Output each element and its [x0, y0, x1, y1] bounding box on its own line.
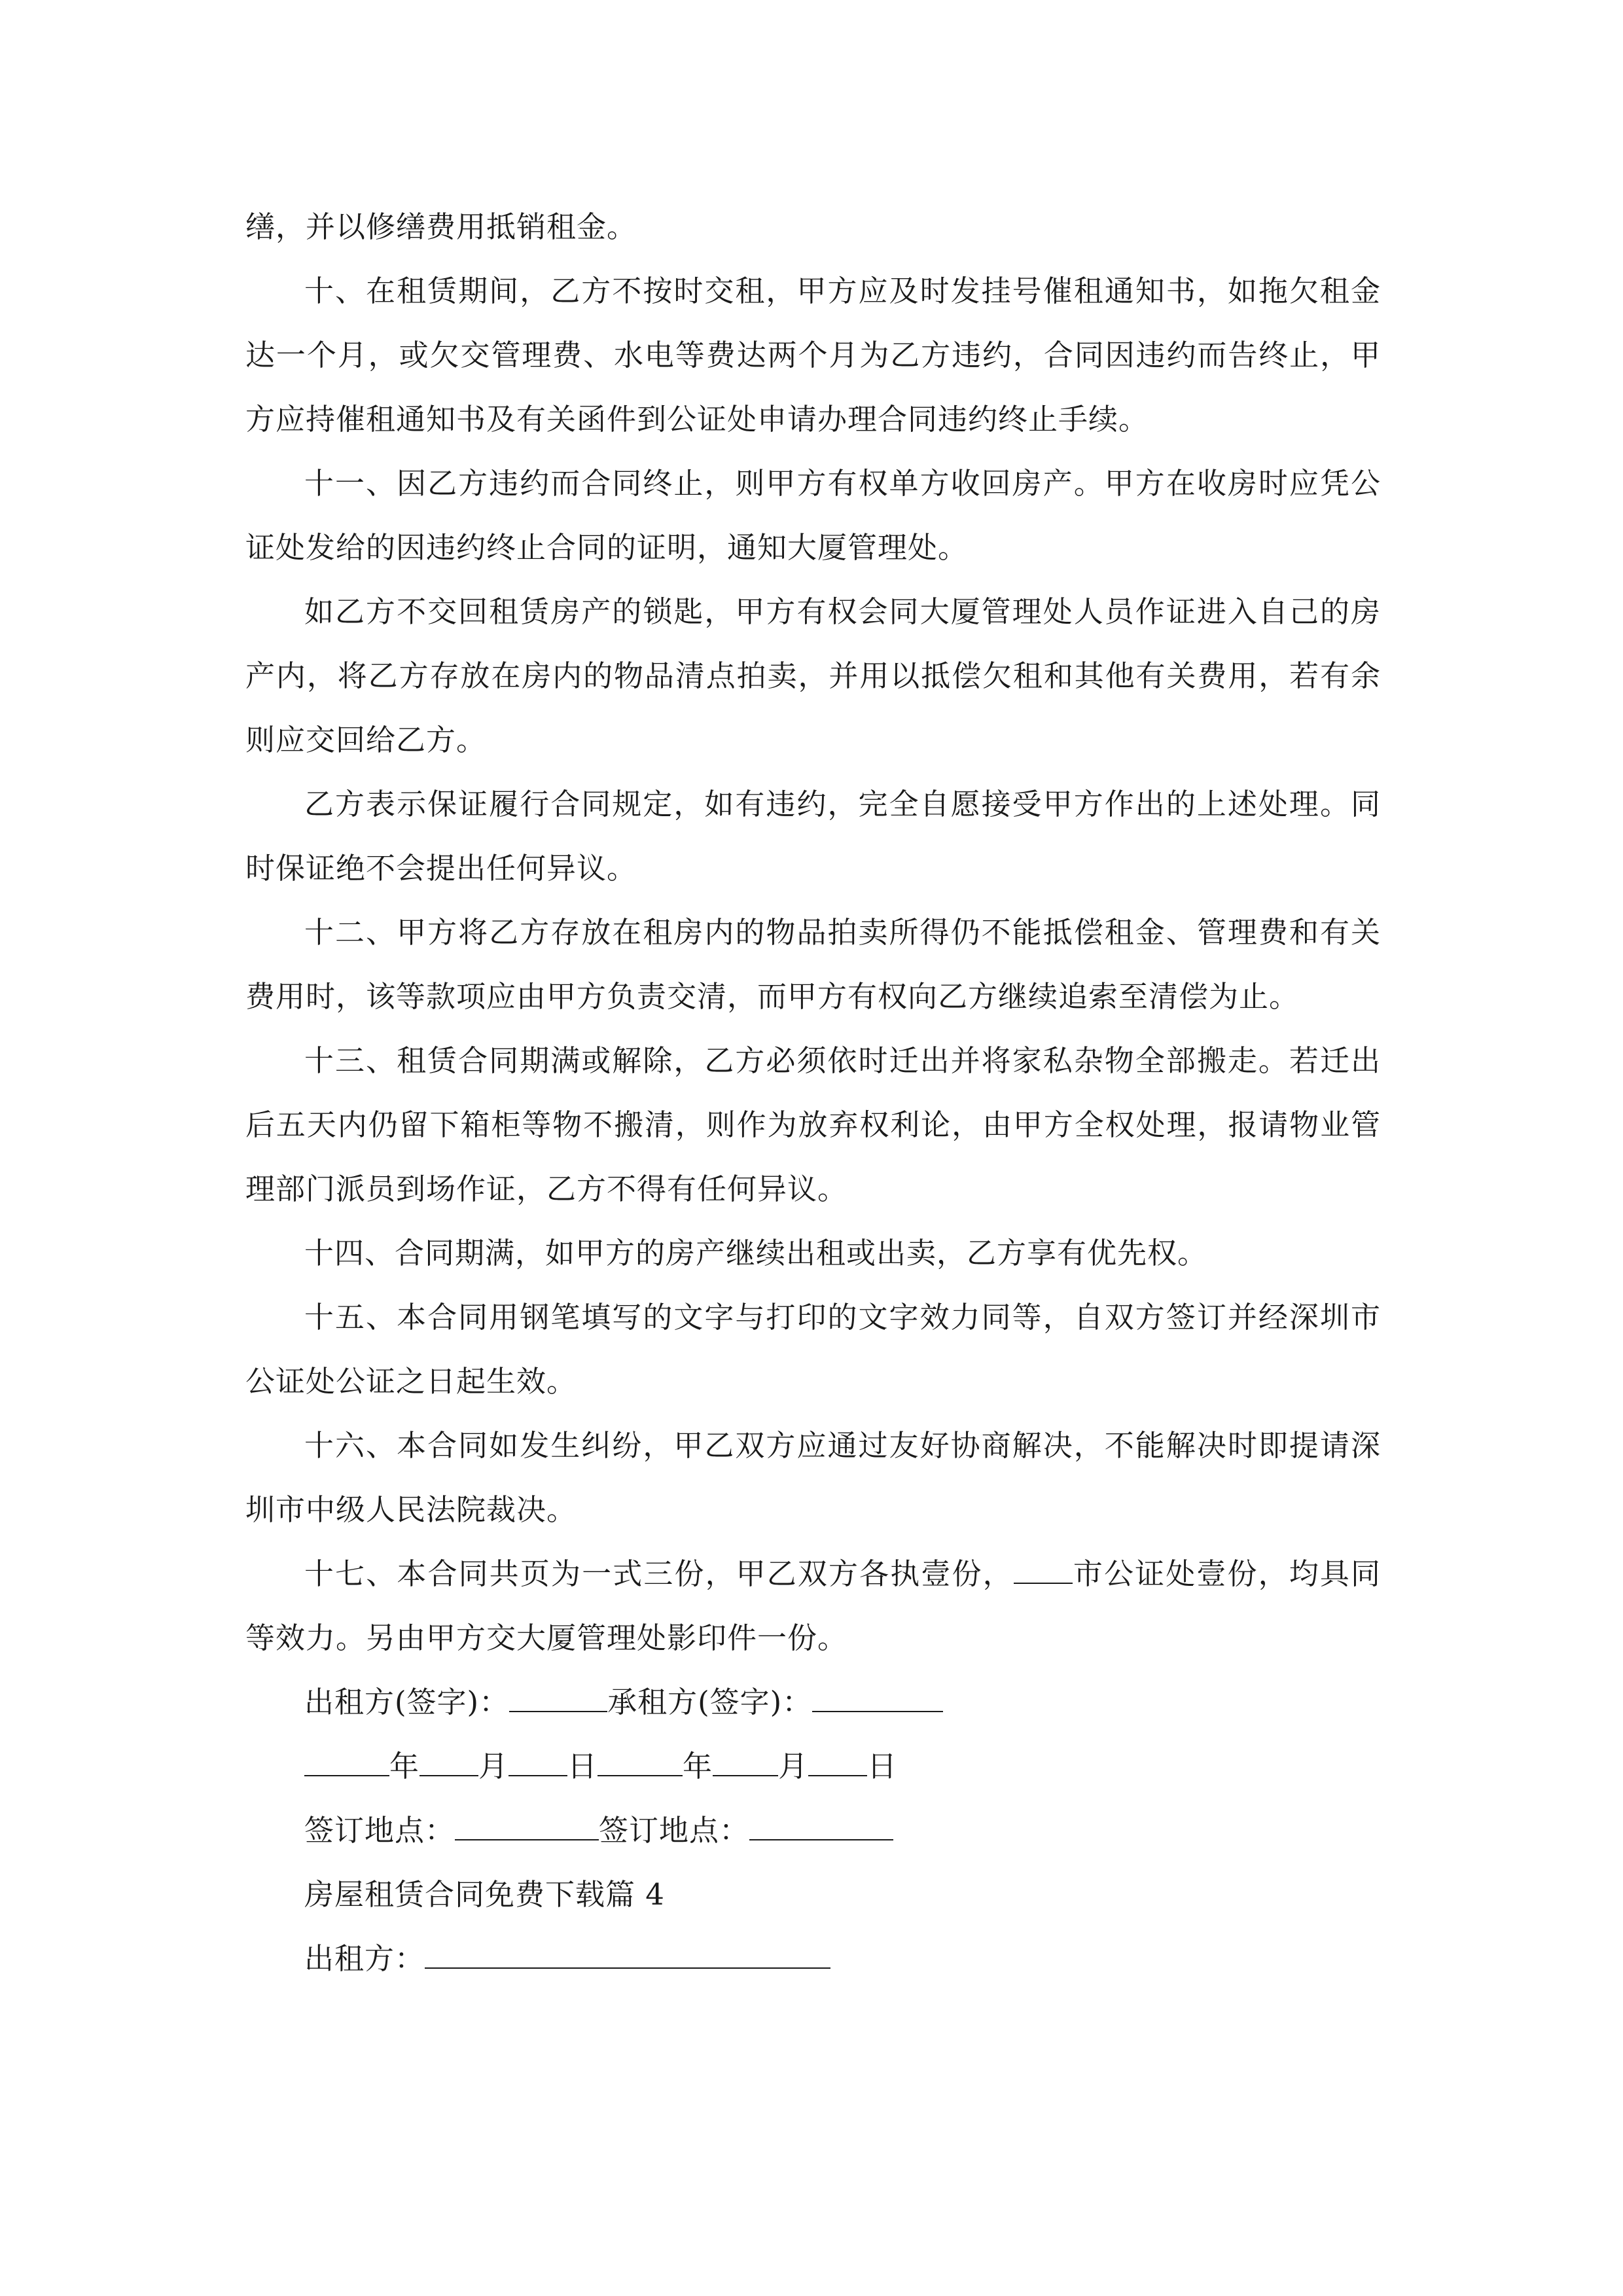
clause-16: 十六、本合同如发生纠纷，甲乙双方应通过友好协商解决，不能解决时即提请深圳市中级人民法院裁决。: [245, 1428, 1381, 1527]
day-blank-2: [808, 1749, 867, 1777]
clause-14: 十四、合同期满，如甲方的房产继续出租或出卖，乙方享有优先权。: [304, 1236, 1208, 1270]
lessor-signature-label: 出租方(签字)：: [304, 1685, 510, 1719]
city-blank: [1014, 1556, 1073, 1585]
next-lessor-label: 出租方：: [304, 1941, 425, 1976]
year-label-2: 年: [683, 1749, 713, 1784]
clause-11: 十一、因乙方违约而合同终止，则甲方有权单方收回房产。甲方在收房时应凭公证处发给的因违约终止合同的证明，通知大厦管理处。: [245, 466, 1381, 565]
clause-11-guarantee: 乙方表示保证履行合同规定，如有违约，完全自愿接受甲方作出的上述处理。同时保证绝不会提出任何异议。: [245, 787, 1381, 886]
clause-17-text-end: 市公证处壹份，均具同等效力。另由甲方交大厦管理处影印件一份。: [245, 1556, 1381, 1655]
day-blank-1: [508, 1749, 567, 1777]
clause-10: 十、在租赁期间，乙方不按时交租，甲方应及时发挂号催租通知书，如拖欠租金达一个月，或欠交管理费、水电等费达两个月为乙方违约，合同因违约而告终止，甲方应持催租通知书及有关函件到公证处申请办理合同违约终止手续。: [245, 274, 1381, 437]
document-body: [245, 195, 1381, 1991]
signing-place-blank-2: [749, 1813, 893, 1841]
clause-15: 十五、本合同用钢笔填写的文字与打印的文字效力同等，自双方签订并经深圳市公证处公证之日起生效。: [245, 1300, 1381, 1399]
next-lessor-blank: [425, 1941, 830, 1969]
lessee-signature-blank: [812, 1685, 943, 1713]
clause-17: [245, 1542, 1381, 1670]
signing-place-line: [245, 1799, 1381, 1863]
year-label-1: 年: [389, 1749, 420, 1784]
clause-17-text-start: 十七、本合同共页为一式三份，甲乙双方各执壹份，: [304, 1556, 1014, 1591]
lessee-signature-label: 承租方(签字)：: [607, 1685, 813, 1719]
next-lessor-line: [245, 1927, 1381, 1991]
date-line: [245, 1734, 1381, 1799]
signature-line: [245, 1670, 1381, 1734]
lessor-signature-blank: [509, 1685, 607, 1713]
paragraph-continuation: 缮，并以修缮费用抵销租金。: [245, 209, 637, 244]
day-label-2: 日: [867, 1749, 898, 1784]
month-label-2: 月: [778, 1749, 809, 1784]
clause-13: 十三、租赁合同期满或解除，乙方必须依时迁出并将家私杂物全部搬走。若迁出后五天内仍留下箱柜等物不搬清，则作为放弃权利论，由甲方全权处理，报请物业管理部门派员到场作证，乙方不得有任何异议。: [245, 1043, 1381, 1206]
year-blank-1: [304, 1749, 389, 1777]
day-label-1: 日: [567, 1749, 598, 1784]
month-blank-1: [419, 1749, 478, 1777]
clause-12: 十二、甲方将乙方存放在租房内的物品拍卖所得仍不能抵偿租金、管理费和有关费用时，该等款项应由甲方负责交清，而甲方有权向乙方继续追索至清偿为止。: [245, 915, 1381, 1014]
signing-place-label-2: 签订地点：: [599, 1813, 750, 1848]
clause-11-lock-key: 如乙方不交回租赁房产的锁匙，甲方有权会同大厦管理处人员作证进入自己的房产内，将乙方存放在房内的物品清点拍卖，并用以抵偿欠租和其他有关费用，若有余则应交回给乙方。: [245, 594, 1381, 757]
signing-place-label-1: 签订地点：: [304, 1813, 455, 1848]
signing-place-blank-1: [455, 1813, 599, 1841]
year-blank-2: [597, 1749, 683, 1777]
month-label-1: 月: [478, 1749, 509, 1784]
month-blank-2: [713, 1749, 778, 1777]
section-title: 房屋租赁合同免费下载篇 4: [304, 1877, 665, 1912]
